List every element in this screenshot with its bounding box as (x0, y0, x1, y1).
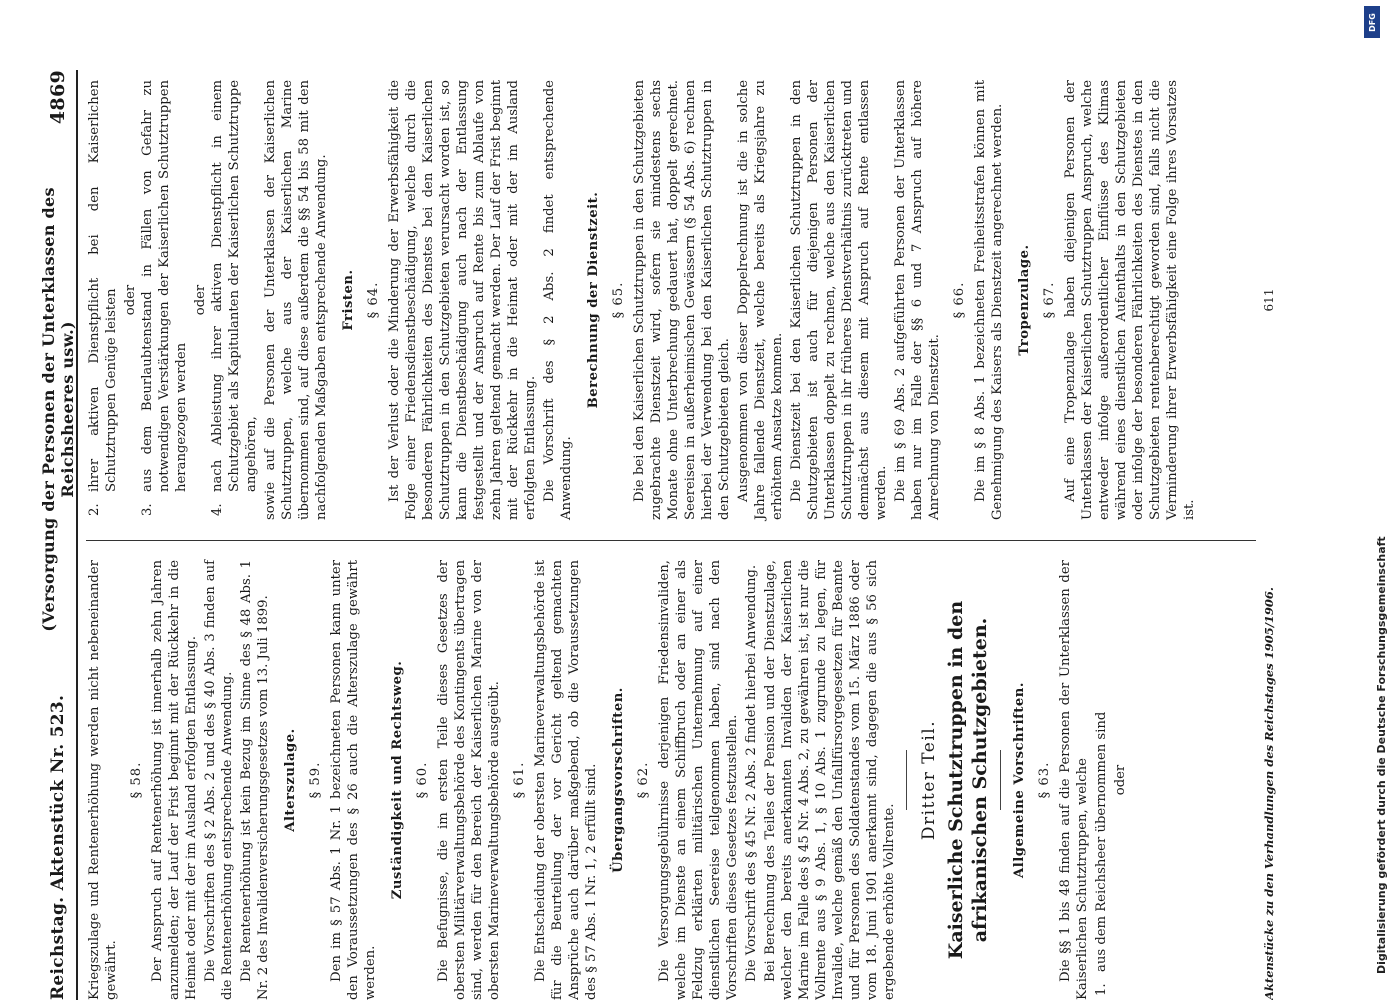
page-header (40, 70, 78, 1000)
paragraph: Die Vorschrift des § 2 Abs. 2 findet entsprechende Anwendung. (542, 80, 574, 520)
paragraph: Auf eine Tropenzulage haben diejenigen Personen der Unterklassen der Kaiserlichen Schutztruppen Anspruch, welche entweder infolge außerordentlicher Einflüsse des Klimas während eines dienstlichen Aufenthalts in den Schutzgebieten oder infolge der besonderen Fährlichkeiten des Dienstes in den Schutzgebieten rentenberechtigt geworden sind, falls nicht die Verminderung ihrer Erwerbsfähigkeit eine Folge ihres Vorsatzes ist. (1063, 80, 1197, 520)
section-64: § 64. (366, 281, 381, 319)
paragraph: Der Anspruch auf Rentenerhöhung ist innerhalb zehn Jahren anzumelden; der Lauf der Frist beginnt mit der Rückkehr in die Heimat oder mit der im Ausland erfolgten Entlassung. (150, 560, 199, 1000)
list-item: 2. ihrer aktiven Dienstpflicht bei den Kaiserlichen Schutztruppen Genüge leisten (87, 80, 119, 516)
footer-note: Aktenstücke zu den Verhandlungen des Reichstages 1905/1906. (1262, 587, 1276, 1000)
paragraph: Kriegszulage und Rentenerhöhung werden nicht nebeneinander gewährt. (87, 560, 119, 1000)
signature-mark: 611 (1262, 288, 1276, 312)
header-left: Reichstag. Aktenstück Nr. 523. (48, 694, 68, 1000)
page-content (40, 70, 1340, 1000)
paragraph: Den im § 57 Abs. 1 Nr. 1 bezeichneten Personen kann unter den Voraussetzungen des § 26 auch die Alterszulage gewährt werden. (329, 560, 378, 1000)
rotated-page (40, 70, 1340, 1000)
oder-text: oder (193, 284, 208, 316)
paragraph: Die bei den Kaiserlichen Schutztruppen in den Schutzgebieten zugebrachte Dienstzeit wird, sofern sie mindestens sechs Monate ohne Unterbrechung gedauert hat, doppelt gerechnet. Seereisen in außerheimischen Gewässern (§ 54 Abs. 6) rechnen hierbei der Verwendung bei den Kaiserlichen Schutztruppen in den Schutzgebieten gleich. (632, 80, 732, 520)
section-59: § 59. (308, 761, 323, 799)
section-61: § 61. (512, 761, 527, 799)
paragraph: Die Versorgungsgebührnisse derjenigen Friedensinvaliden, welche im Dienste an einem Schiffbruch oder an einer als Feldzug erklärten militärischen Unternehmung auf einer dienstlichen Seereise teilgenommen haben, sind nach den Vorschriften dieses Gesetzes festzustellen. (657, 560, 740, 1000)
section-63: § 63. (1037, 761, 1052, 799)
paragraph: Ausgenommen von dieser Doppelrechnung ist die in solche Jahre fallende Dienstzeit, welche bereits als Kriegsjahre zu erhöhtem Ansatze kommen. (736, 80, 785, 520)
page-number: 4869 (47, 70, 69, 125)
column-divider (86, 540, 1256, 541)
section-58: § 58. (129, 761, 144, 799)
main-title: Kaiserliche Schutztruppen in den afrikanischen Schutzgebieten. (945, 600, 991, 960)
list-item: 4. nach Ableistung ihrer aktiven Dienstpflicht in einem Schutzgebiet als Kapitulanten der Kaiserlichen Schutztruppe angehören, (210, 80, 259, 516)
heading-fristen: Fristen. (341, 269, 356, 331)
oder-text: oder (123, 284, 138, 316)
separator (1000, 750, 1001, 810)
heading-berechnung: Berechnung der Dienstzeit. (586, 191, 601, 409)
part-title: Dritter Teil. (919, 719, 939, 841)
dfg-logo: DFG (1364, 6, 1380, 38)
section-66: § 66. (952, 281, 967, 319)
paragraph: Die Entscheidung der obersten Marineverwaltungsbehörde ist für die Beurteilung der vor Gericht geltend gemachten Ansprüche auch darüber maßgebend, ob die Voraussetzungen des § 57 Abs. 1 Nr. 1, 2 erfüllt sind. (533, 560, 599, 1000)
right-column (86, 80, 1256, 520)
paragraph: Die Dienstzeit bei den Kaiserlichen Schutztruppen in den Schutzgebieten ist auch für diejenigen Personen der Unterklassen doppelt zu rechnen, welche aus den Kaiserlichen Schutztruppen in ihr früheres Dienstverhältnis zurücktreten und demnächst aus diesem mit Anspruch auf Rente entlassen werden. (789, 80, 889, 520)
section-67: § 67. (1042, 281, 1057, 319)
separator (906, 750, 907, 810)
paragraph: sowie auf die Personen der Unterklassen der Kaiserlichen Schutztruppen, welche aus der Kaiserlichen Marine übernommen sind, auf diese außerdem die §§ 54 bis 58 mit den nachfolgenden Maßgaben entsprechende Anwendung. (263, 80, 329, 520)
paragraph: Die Befugnisse, die im ersten Teile dieses Gesetzes der obersten Militärverwaltungsbehörde des Kontingents übertragen sind, werden für den Bereich der Kaiserlichen Marine von der obersten Marineverwaltungsbehörde ausgeübt. (436, 560, 502, 1000)
left-column (86, 560, 1256, 1000)
heading-zustaendigkeit: Zuständigkeit und Rechtsweg. (390, 660, 405, 900)
section-65: § 65. (611, 281, 626, 319)
list-item: 1. aus dem Reichsheer übernommen sind (1094, 711, 1109, 996)
heading-uebergang: Übergangsvorschriften. (611, 687, 626, 873)
oder-text: oder (1113, 764, 1128, 796)
paragraph: Die Rentenerhöhung ist kein Bezug im Sinne des § 48 Abs. 1 Nr. 2 des Invalidenversicherungsgesetzes vom 13. Juli 1899. (239, 560, 271, 1000)
paragraph: Die Vorschriften des § 2 Abs. 2 und des § 40 Abs. 3 finden auf die Rentenerhöhung entsprechende Anwendung. (203, 560, 235, 1000)
digitization-credit: Digitalisierung gefördert durch die Deutsche Forschungsgemeinschaft (1375, 536, 1388, 974)
list-item: 3. aus dem Beurlaubtenstand in Fällen von Gefahr zu notwendigen Verstärkungen der Kaiserlichen Schutztruppen herangezogen werden (140, 80, 189, 516)
heading-tropenzulage: Tropenzulage. (1017, 244, 1032, 356)
section-62: § 62. (636, 761, 651, 799)
section-60: § 60. (415, 761, 430, 799)
paragraph: Die im § 8 Abs. 1 bezeichneten Freiheitsstrafen können mit Genehmigung des Kaisers als Dienstzeit angerechnet werden. (973, 80, 1005, 520)
heading-allgemein: Allgemeine Vorschriften. (1012, 682, 1027, 878)
paragraph: Bei Berechnung des Teiles der Pension und der Dienstzulage, welcher den bereits anerkannten Invaliden der Kaiserlichen Marine im Falle des § 45 Nr. 4 Abs. 2, zu gewähren ist, ist nur die Vollrente aus § 9 Abs. 1, § 10 Abs. 1 zugrunde zu legen, für Invalide, welche gemäß den Unfallfürsorgegesetzen für Beamte und für Personen des Soldatenstandes vom 15. März 1886 oder vom 18. Juni 1901 anerkannt sind, dagegen die aus § 56 sich ergebende erhöhte Vollrente. (763, 560, 897, 1000)
paragraph: Die im § 69 Abs. 2 aufgeführten Personen der Unterklassen haben nur im Falle der §§ 6 und 7 Anspruch auf höhere Anrechnung von Dienstzeit. (893, 80, 942, 520)
paragraph: Die Vorschrift des § 45 Nr. 2 Abs. 2 findet hierbei Anwendung. (744, 564, 759, 982)
paragraph: Ist der Verlust oder die Minderung der Erwerbsfähigkeit die Folge einer Friedensdienstbeschädigung, welche durch die besonderen Fährlichkeiten des Dienstes bei den Kaiserlichen Schutztruppen in den Schutzgebieten verursacht worden ist, so kann die Dienstbeschädigung auch nach der Entlassung festgestellt und der Anspruch auf Rente bis zum Ablaufe von zehn Jahren geltend gemacht werden. Der Lauf der Frist beginnt mit der Rückkehr in die Heimat oder mit der im Ausland erfolgten Entlassung. (387, 80, 538, 520)
header-title: (Versorgung der Personen der Unterklassen des Reichsheeres usw.) (39, 187, 77, 632)
paragraph: Die §§ 1 bis 48 finden auf die Personen der Unterklassen der Kaiserlichen Schutztruppen, welche (1058, 560, 1090, 1000)
heading-alterszulage: Alterszulage. (283, 728, 298, 832)
